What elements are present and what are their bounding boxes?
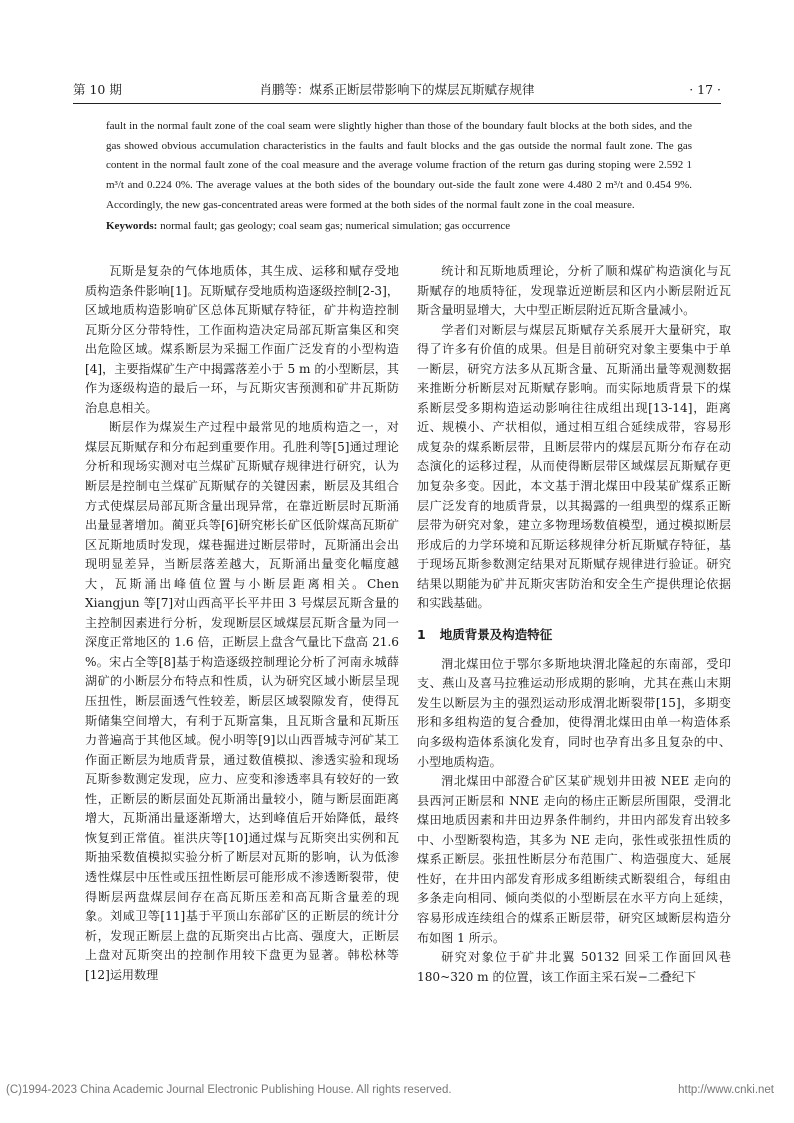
keywords-line [106,217,692,237]
section-heading [417,624,731,646]
running-title: 肖鹏等：煤系正断层带影响下的煤层瓦斯赋存规律 [259,82,535,97]
paragraph: 渭北煤田位于鄂尔多斯地块渭北隆起的东南部，受印支、燕山及喜马拉雅运动形成期的影响，尤其在燕山末期发生以断层为主的强烈运动形成渭北断裂带[15]，多期变形和多组构造的复合叠加，使得渭北煤田由单一构造体系向多级构造体系演化发育，同时也孕育出多且复杂的中、小型地质构造。 [417,656,731,769]
paragraph: 渭北煤田中部澄合矿区某矿规划井田被 NEE 走向的县西河正断层和 NNE 走向的杨庄正断层所围限，受渭北煤田地质因素和井田边界条件制约，井田内部发育出较多中、小型断裂构造，其多为 NE 走向，张性或张扭性质的煤系正断层。张扭性断层分布范围广、构造强度大、延展性好，在井田内部发育形成多组断续式断裂组合，每组由多条走向相同、倾向类似的小型断层在水平方向上延续，容易形成连续组合的煤系正断层带，研究区域断层构造分布如图 1 所示。 [417,774,731,945]
paragraph: 瓦斯是复杂的气体地质体，其生成、运移和赋存受地质构造条件影响[1]。瓦斯赋存受地质构造逐级控制[2-3]，区域地质构造影响矿区总体瓦斯赋存特征，矿井构造控制瓦斯分区分带特性，工作面构造决定局部瓦斯富集区和突出危险区域。煤系断层为采掘工作面广泛发育的小型构造[4]，主要指煤矿生产中揭露落差小于 5 m 的小型断层，其作为逐级构造的最后一环，与瓦斯灾害预测和矿井瓦斯防治息息相关。 [85,264,399,415]
section-title: 地质背景及构造特征 [439,626,553,642]
paragraph: 断层作为煤炭生产过程中最常见的地质构造之一，对煤层瓦斯赋存和分布起到重要作用。孔胜利等[5]通过理论分析和现场实测对屯兰煤矿瓦斯赋存规律进行研究，认为断层是控制屯兰煤矿瓦斯赋存的关键因素，断层及其组合方式使煤层局部瓦斯含量出现异常，在靠近断层时瓦斯涌出量显著增加。蔺亚兵等[6]研究彬长矿区低阶煤高瓦斯矿区瓦斯地质时发现，煤巷掘进过断层带时，瓦斯涌出会出现明显差异，当断层落差越大，瓦斯涌出量变化幅度越大，瓦斯涌出峰值位置与小断层距离相关。Chen Xiangjun 等[7]对山西高平长平井田 3 号煤层瓦斯含量的主控制因素进行分析，发现断层区域煤层瓦斯含量为同一深度正常地区的 1.6 倍，正断层上盘含气量比下盘高 21.6 %。宋占全等[8]基于构造逐级控制理论分析了河南永城薛湖矿的小断层分布特点和性质，认为研究区域小断层呈现压扭性，断层面透气性较差，断层区域裂隙发育，使得瓦斯储集空间增大，有利于瓦斯富集，且瓦斯含量和瓦斯压力普遍高于其他区域。倪小明等[9]以山西晋城寺河矿某工作面正断层为地质背景，通过数值模拟、渗透实验和现场瓦斯参数测定发现，应力、应变和渗透率具有较好的一致性，正断层的断层面处瓦斯涌出量较小，随与断层面距离增大，瓦斯涌出量逐渐增大，达到峰值后开始降低，最终恢复到正常值。崔洪庆等[10]通过煤与瓦斯突出实例和瓦斯抽采数值模拟实验分析了断层对瓦斯的影响，认为低渗透性煤层中压性或压扭性断层可能形成不渗透断裂带，使得断层两盘煤层间存在高瓦斯压差和高瓦斯含量差的现象。刘咸卫等[11]基于平顶山东部矿区的正断层的统计分析，发现正断层上盘的瓦斯突出占比高、强度大，正断层上盘对瓦斯突出的控制作用较下盘更为显著。韩松林等[12]运用数理 [85,420,399,982]
paragraph: 统计和瓦斯地质理论，分析了顺和煤矿构造演化与瓦斯赋存的地质特征，发现靠近逆断层和区内小断层附近瓦斯含量明显增大，大中型正断层附近瓦斯含量减小。 [417,264,731,318]
paragraph: 研究对象位于矿井北翼 50132 回采工作面回风巷 180~320 m 的位置，该工作面主采石炭−二叠纪下 [417,950,731,984]
issue-number: 第 10 期 [73,82,122,97]
running-header [73,80,721,100]
cnki-link[interactable]: http://www.cnki.net [678,1084,774,1096]
header-divider [73,103,721,104]
paragraph: 学者们对断层与煤层瓦斯赋存关系展开大量研究，取得了许多有价值的成果。但是目前研究对象主要集中于单一断层，研究方法多从瓦斯含量、瓦斯涌出量等观测数据来推断分析断层对瓦斯赋存影响。而实际地质背景下的煤系断层受多期构造运动影响往往成组出现[13-14]，距离近、规模小、产状相似，通过相互组合延续成带，容易形成复杂的煤系断层带，且断层带内的煤层瓦斯分布存在动态演化的运移过程，从而使得断层带区域煤层瓦斯赋存更加复杂多变。因此，本文基于渭北煤田中段某矿煤系正断层广泛发育的地质背景，以其揭露的一组典型的煤系正断层带为研究对象，建立多物理场数值模型，通过模拟断层形成后的力学环境和瓦斯运移规律分析瓦斯赋存特征，基于现场瓦斯参数测定结果对瓦斯赋存规律进行验证。研究结果以期能为矿井瓦斯灾害防治和安全生产提供理论依据和实践基础。 [417,322,731,611]
page-number: · 17 · [689,82,721,97]
keywords-label: Keywords: [106,219,158,232]
right-column [417,262,731,987]
abstract-text: fault in the normal fault zone of the coal seam were slightly higher than those of the boundary fault blocks at the both sides, and the gas showed obvious accumulation characteristics in the faults and fault blocks and the gas outside the normal fault zone. The gas content in the normal fault zone of the coal measure and the average volume fraction of the return gas during stoping were 2.592 1 m³/t and 0.224 0%. The average values at the both sides of the boundary out-side the fault zone were 4.480 2 m³/t and 0.454 9%. Accordingly, the new gas-concentrated areas were formed at the both sides of the normal fault zone in the coal measure. [106,120,692,211]
copyright-footer [0,1082,794,1098]
keywords-text: normal fault; gas geology; coal seam gas; numerical simulation; gas occurrence [160,219,511,232]
section-number: 1 [417,626,426,642]
left-column [85,262,399,985]
english-abstract [106,117,692,236]
copyright-text: (C)1994-2023 China Academic Journal Electronic Publishing House. All rights reserved. [6,1084,452,1096]
